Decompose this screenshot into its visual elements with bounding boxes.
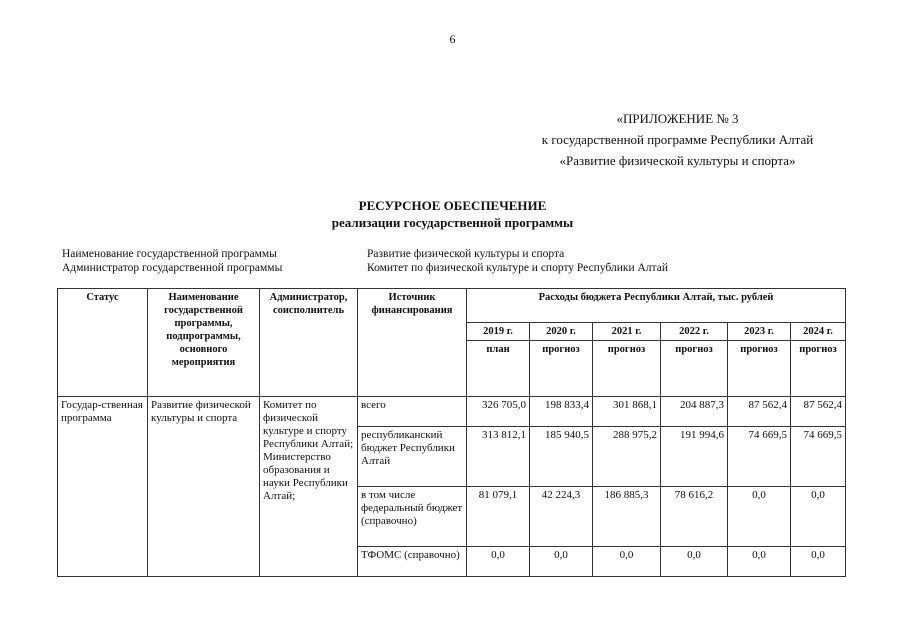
value-cell: 204 887,3 [661,397,728,427]
year-header: 2024 г. [791,323,846,341]
source-cell: ТФОМС (справочно) [358,547,467,577]
year-header: 2023 г. [728,323,791,341]
year-header: 2020 г. [530,323,593,341]
year-type: прогноз [728,341,791,397]
value-cell: 42 224,3 [530,487,593,547]
year-type: прогноз [791,341,846,397]
year-header: 2021 г. [593,323,661,341]
row-admin: Комитет по физической культуре и спорту Республики Алтай; Министерство образования и науки Республики Алтай; [260,397,358,577]
meta-row-name [62,247,668,261]
year-header: 2019 г. [467,323,530,341]
value-cell: 74 669,5 [791,427,846,487]
document-title [0,197,905,231]
year-type: прогноз [593,341,661,397]
title-line-2: реализации государственной программы [331,215,574,230]
appendix-line-3: «Развитие физической культуры и спорта» [559,153,796,168]
header-status: Статус [58,289,148,397]
value-cell: 78 616,2 [661,487,728,547]
row-status: Государ-ственная программа [58,397,148,577]
source-cell: всего [358,397,467,427]
value-cell: 0,0 [791,487,846,547]
year-header: 2022 г. [661,323,728,341]
year-type: прогноз [530,341,593,397]
appendix-line-1: «ПРИЛОЖЕНИЕ № 3 [616,111,739,126]
meta-value: Комитет по физической культуре и спорту Республики Алтай [367,262,668,274]
row-name: Развитие физической культуры и спорта [148,397,260,577]
value-cell: 326 705,0 [467,397,530,427]
meta-row-admin [62,261,668,275]
value-cell: 87 562,4 [728,397,791,427]
resource-table [57,288,846,577]
source-cell: республиканский бюджет Республики Алтай [358,427,467,487]
value-cell: 0,0 [661,547,728,577]
header-admin: Администратор, соисполнитель [260,289,358,397]
meta-value: Развитие физической культуры и спорта [367,248,565,260]
meta-label: Администратор государственной программы [62,262,283,274]
program-meta [62,247,668,275]
value-cell: 87 562,4 [791,397,846,427]
value-cell: 0,0 [791,547,846,577]
page-number: 6 [449,32,456,46]
value-cell: 313 812,1 [467,427,530,487]
value-cell: 0,0 [728,547,791,577]
meta-label: Наименование государственной программы [62,248,277,260]
value-cell: 74 669,5 [728,427,791,487]
value-cell: 198 833,4 [530,397,593,427]
value-cell: 185 940,5 [530,427,593,487]
header-name: Наименование государственной программы, подпрограммы, основного мероприятия [148,289,260,397]
value-cell: 0,0 [467,547,530,577]
source-cell: в том числе федеральный бюджет (справочно) [358,487,467,547]
appendix-block [505,108,850,171]
value-cell: 0,0 [593,547,661,577]
value-cell: 301 868,1 [593,397,661,427]
value-cell: 288 975,2 [593,427,661,487]
value-cell: 191 994,6 [661,427,728,487]
year-type: план [467,341,530,397]
value-cell: 186 885,3 [593,487,661,547]
value-cell: 81 079,1 [467,487,530,547]
appendix-line-2: к государственной программе Республики Алтай [541,132,814,147]
value-cell: 0,0 [530,547,593,577]
title-line-1: РЕСУРСНОЕ ОБЕСПЕЧЕНИЕ [358,198,547,213]
year-type: прогноз [661,341,728,397]
value-cell: 0,0 [728,487,791,547]
header-expenses: Расходы бюджета Республики Алтай, тыс. рублей [467,289,846,323]
header-source: Источник финансирования [358,289,467,397]
